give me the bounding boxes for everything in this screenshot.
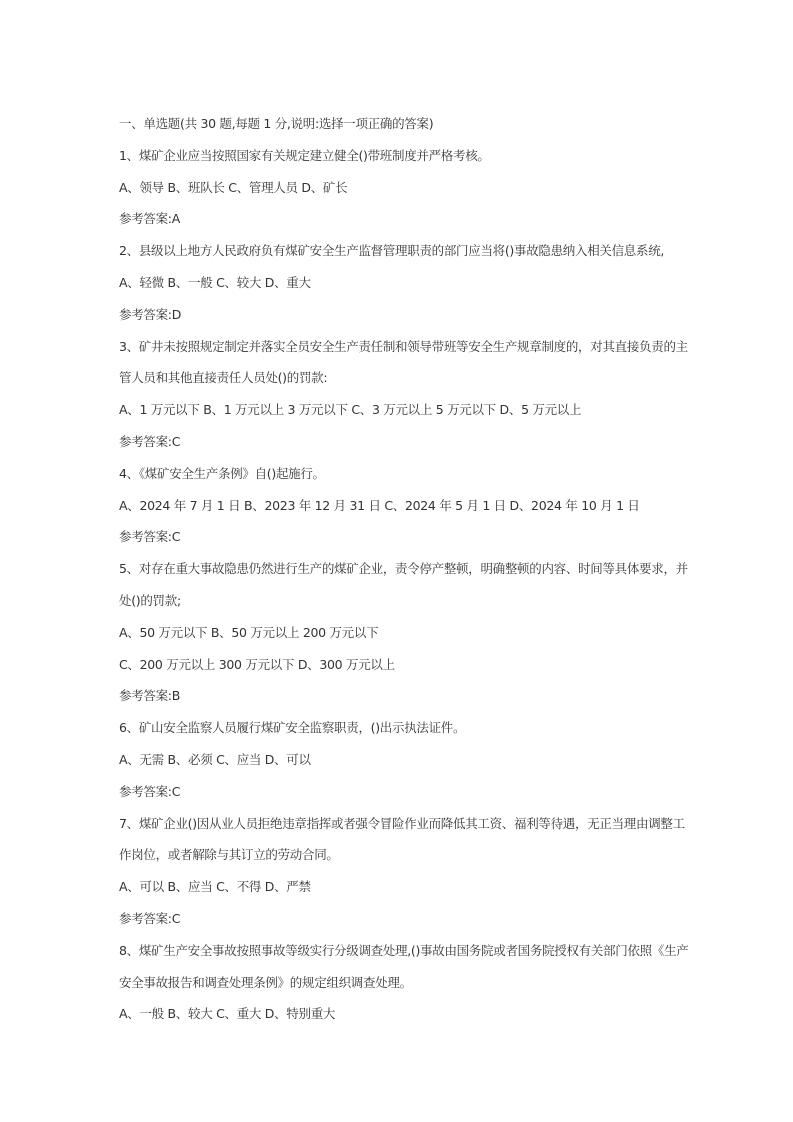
question-8-options: A、一般 B、较大 C、重大 D、特别重大 (119, 1006, 336, 1022)
question-3-answer: 参考答案:C (119, 433, 181, 449)
question-6-answer: 参考答案:C (119, 783, 181, 799)
question-4-stem: 4、《煤矿安全生产条例》自()起施行。 (119, 465, 325, 481)
question-1-stem: 1、煤矿企业应当按照国家有关规定建立健全()带班制度并严格考核。 (119, 147, 490, 163)
question-2-options: A、轻微 B、一般 C、较大 D、重大 (119, 274, 311, 290)
question-3-options: A、1 万元以下 B、1 万元以上 3 万元以下 C、3 万元以上 5 万元以下 D、5 万元以上 (119, 402, 582, 418)
question-6-stem: 6、矿山安全监察人员履行煤矿安全监察职责，()出示执法证件。 (119, 720, 466, 736)
question-7-stem: 7、煤矿企业()因从业人员拒绝违章指挥或者强令冒险作业而降低其工资、福利等待遇，无正当理由调整工 (119, 815, 685, 831)
document-page (119, 108, 689, 1030)
question-7-options: A、可以 B、应当 C、不得 D、严禁 (119, 879, 311, 895)
question-2-answer: 参考答案:D (119, 306, 182, 322)
question-7-stem-cont: 作岗位，或者解除与其订立的劳动合同。 (119, 847, 339, 863)
question-5-options-cont: C、200 万元以上 300 万元以下 D、300 万元以上 (119, 656, 395, 672)
question-8-stem: 8、煤矿生产安全事故按照事故等级实行分级调查处理,()事故由国务院或者国务院授权有关部门依照《生产 (119, 942, 689, 958)
question-2-stem: 2、县级以上地方人民政府负有煤矿安全生产监督管理职责的部门应当将()事故隐患纳入相关信息系统, (119, 243, 665, 259)
question-3-stem: 3、矿井未按照规定制定并落实全员安全生产责任制和领导带班等安全生产规章制度的，对其直接负责的主 (119, 338, 688, 354)
question-4-options: A、2024 年 7 月 1 日 B、2023 年 12 月 31 日 C、2024 年 5 月 1 日 D、2024 年 10 月 1 日 (119, 497, 640, 513)
section-heading: 一、单选题(共 30 题,每题 1 分,说明:选择一项正确的答案) (119, 116, 434, 131)
question-5-stem: 5、对存在重大事故隐患仍然进行生产的煤矿企业，责令停产整顿，明确整顿的内容、时间等具体要求，并 (119, 561, 688, 577)
question-5-answer: 参考答案:B (119, 688, 180, 704)
question-7-answer: 参考答案:C (119, 910, 181, 926)
question-5-stem-cont: 处()的罚款; (119, 592, 181, 608)
question-1-answer: 参考答案:A (119, 211, 180, 227)
question-8-stem-cont: 安全事故报告和调查处理条例》的规定组织调查处理。 (119, 974, 412, 990)
question-1-options: A、领导 B、班队长 C、管理人员 D、矿长 (119, 179, 348, 195)
question-5-options: A、50 万元以下 B、50 万元以上 200 万元以下 (119, 624, 379, 640)
question-6-options: A、无需 B、必须 C、应当 D、可以 (119, 751, 311, 767)
question-4-answer: 参考答案:C (119, 529, 181, 545)
question-3-stem-cont: 管人员和其他直接责任人员处()的罚款: (119, 370, 328, 386)
